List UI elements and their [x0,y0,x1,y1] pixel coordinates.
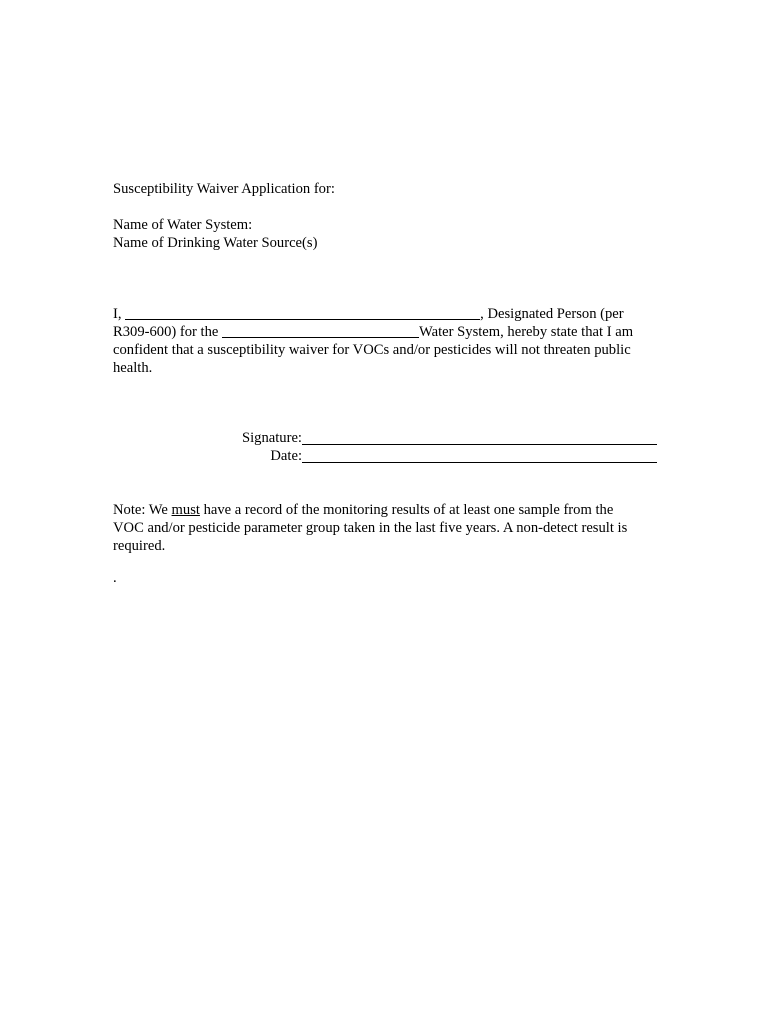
note-emphasis: must [171,502,200,518]
signature-line[interactable] [302,431,657,445]
source-name-label: Name of Drinking Water Source(s) [113,235,318,251]
date-label: Date: [270,448,302,464]
note-line-1-rest: have a record of the monitoring results of at least one sample from the [199,502,614,518]
form-title: Susceptibility Waiver Application for: [113,181,335,197]
form-heading [113,180,673,198]
statement-system-text: Water System, hereby state that I am [419,324,634,340]
trailing-period: . [113,570,117,586]
statement-rule-ref: R309-600) for the [113,324,223,340]
signature-row [238,429,658,447]
note-line-3: required. [113,538,166,554]
date-row [238,447,658,465]
water-system-name-blank[interactable] [222,324,419,338]
statement-line-3: confident that a susceptibility waiver for VOCs and/or pesticides will not threaten public [113,342,631,358]
note-line-1 [113,501,673,519]
water-system-name-label: Name of Water System: [113,217,253,233]
statement-line-4: health. [113,360,153,376]
note-line-2: VOC and/or pesticide parameter group taken in the last five years. A non-detect result is [113,520,628,536]
statement-prefix: I, [113,306,126,322]
date-line[interactable] [302,449,657,463]
note-prefix: Note: We [113,502,172,518]
designation-statement [113,305,673,377]
statement-line-2 [113,323,673,341]
statement-designated-text: , Designated Person (per [480,306,624,322]
designated-person-name-blank[interactable] [125,306,480,320]
requirement-note [113,501,673,555]
system-fields [113,216,673,252]
signature-block [238,429,658,465]
statement-line-1 [113,305,673,323]
signature-label: Signature: [242,430,302,446]
